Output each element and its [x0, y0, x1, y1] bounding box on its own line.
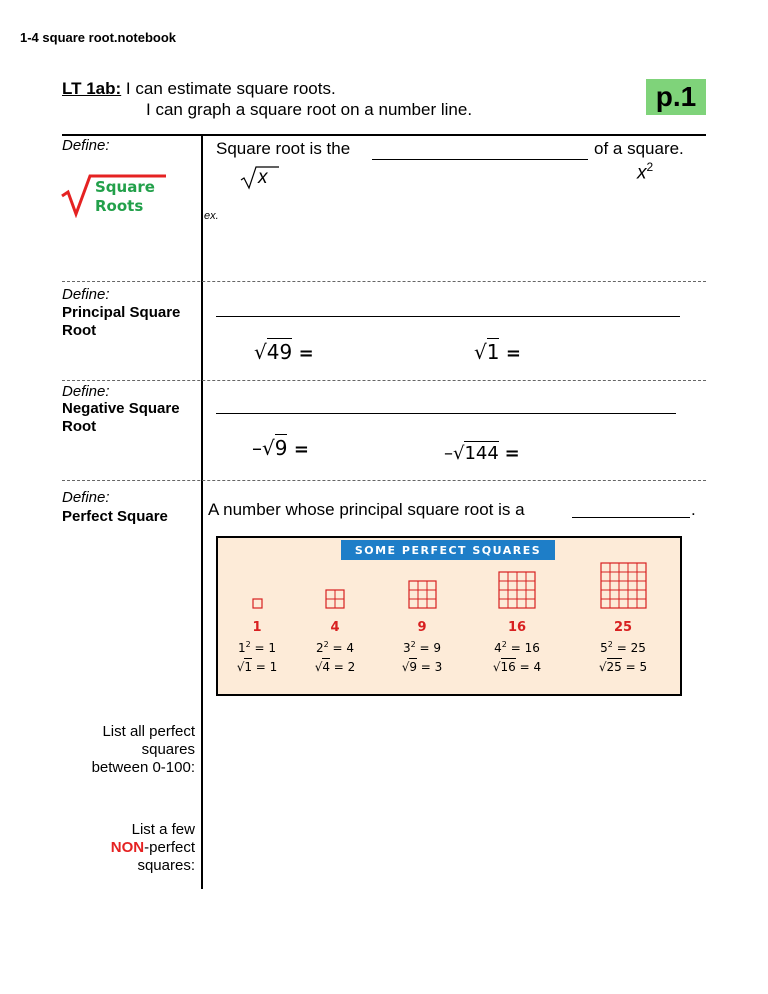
- negative-blank: [216, 413, 676, 414]
- equals-sign: =: [504, 443, 520, 464]
- square-grid-icon: [600, 562, 647, 609]
- root-equation: √1 = 1: [236, 660, 278, 674]
- column-divider: [201, 134, 203, 889]
- section-divider-1: [62, 281, 706, 282]
- radicand: 1: [486, 340, 500, 364]
- perfect-square-column: [212, 620, 302, 674]
- square-grid-icon: [408, 580, 437, 609]
- radicand: 9: [274, 436, 288, 460]
- x-squared-base: x: [637, 162, 647, 184]
- header-rule: [62, 134, 706, 136]
- define-label-4: Define:: [62, 489, 110, 506]
- perfect-sentence: A number whose principal square root is a: [208, 500, 525, 519]
- square-result: 16: [524, 641, 540, 655]
- radical-sign-icon: √: [492, 660, 501, 674]
- root-radicand: 25: [606, 660, 622, 674]
- non-word: NON: [110, 839, 145, 856]
- list-perfect-prompt: [40, 723, 195, 777]
- root-result: 3: [434, 660, 443, 674]
- radical-sign-icon: √: [262, 436, 275, 460]
- page-badge: p.1: [646, 79, 706, 115]
- learning-target-text-1: I can estimate square roots.: [125, 79, 336, 98]
- x-squared-exponent: 2: [646, 160, 654, 174]
- list-perfect-line-1: List all perfect: [102, 723, 195, 740]
- root-result: 5: [639, 660, 648, 674]
- square-grid-icon: [325, 589, 345, 609]
- square-exponent: 2: [323, 640, 329, 649]
- root-equation: √4 = 2: [314, 660, 356, 674]
- negative-example-1: [252, 436, 309, 460]
- square-title-line-2: Roots: [95, 197, 144, 215]
- perfect-term: Perfect Square: [62, 508, 168, 525]
- perfect-square-column: [578, 620, 668, 674]
- square-grid-icon: [252, 598, 263, 609]
- list-non-line-3: squares:: [137, 857, 195, 874]
- perfect-square-column: [290, 620, 380, 674]
- radicand: 49: [266, 340, 293, 364]
- square-result: 4: [346, 641, 355, 655]
- square-result: 1: [268, 641, 277, 655]
- square-root-sentence-start: Square root is the: [216, 139, 351, 158]
- root-equation: √9 = 3: [401, 660, 443, 674]
- perfect-square-value: 25: [613, 620, 633, 635]
- square-base: 3: [402, 641, 411, 655]
- equals-sign: =: [505, 343, 521, 364]
- perfect-square-column: [377, 620, 467, 674]
- non-rest: -perfect: [144, 839, 195, 856]
- perfect-square-value: 1: [252, 620, 262, 635]
- file-name: 1-4 square root.notebook: [20, 30, 177, 45]
- square-grid-icon: [498, 571, 536, 609]
- radical-sign-icon: √: [598, 660, 607, 674]
- list-non-line-1: List a few: [131, 821, 195, 838]
- learning-target-text-2: I can graph a square root on a number line.: [146, 100, 473, 119]
- root-radicand: 16: [500, 660, 516, 674]
- learning-target-label: LT 1ab:: [62, 79, 122, 98]
- root-result: 1: [269, 660, 278, 674]
- principal-example-2: [474, 340, 521, 364]
- principal-term-line-2: Root: [62, 322, 97, 339]
- radical-sign-icon: √: [314, 660, 323, 674]
- root-equation: √16 = 4: [492, 660, 542, 674]
- square-equation: $1^2 = 1$: [237, 640, 277, 655]
- define-label-1: Define:: [62, 137, 110, 154]
- square-equation: $2^2 = 4$: [315, 640, 355, 655]
- perfect-square-value: 9: [417, 620, 427, 635]
- equals-sign: =: [293, 439, 309, 460]
- negative-term-line-1: Negative Square: [62, 400, 180, 417]
- radical-sign-icon: √: [254, 340, 267, 364]
- define-label-2: Define:: [62, 286, 110, 303]
- radical-sign-icon: √: [474, 340, 487, 364]
- square-exponent: 2: [607, 640, 613, 649]
- radicand: 144: [464, 443, 499, 464]
- square-result: 9: [433, 641, 442, 655]
- root-equation: √25 = 5: [598, 660, 648, 674]
- negative-term: [62, 400, 180, 436]
- principal-example-1: [254, 340, 314, 364]
- perfect-sentence-period: .: [691, 500, 696, 519]
- root-radicand: 4: [322, 660, 330, 674]
- list-perfect-line-2: squares: [141, 741, 195, 758]
- perfect-square-column: [472, 620, 562, 674]
- list-non-line-2: [40, 839, 195, 857]
- perfect-square-value: 16: [507, 620, 527, 635]
- square-base: 2: [315, 641, 324, 655]
- square-equation: $3^2 = 9$: [402, 640, 442, 655]
- square-root-blank: [372, 159, 588, 160]
- square-exponent: 2: [501, 640, 507, 649]
- square-result: 25: [630, 641, 646, 655]
- principal-term: [62, 304, 180, 340]
- perfect-blank: [572, 517, 690, 518]
- square-equation: $5^2 = 25$: [600, 640, 646, 655]
- radical-sign-icon: √: [453, 443, 465, 464]
- square-equation: $4^2 = 16$: [494, 640, 540, 655]
- define-label-3: Define:: [62, 383, 110, 400]
- radical-sign-icon: √: [236, 660, 245, 674]
- negative-term-line-2: Root: [62, 418, 97, 435]
- root-radicand: 9: [409, 660, 417, 674]
- square-root-sentence-end: of a square.: [594, 139, 684, 158]
- principal-blank: [216, 316, 680, 317]
- list-non-perfect-prompt: [40, 821, 195, 875]
- square-base: 4: [494, 641, 502, 655]
- learning-target-line-1: [62, 79, 336, 99]
- root-radicand: 1: [244, 660, 252, 674]
- minus-sign: –: [252, 436, 262, 460]
- square-base: 1: [237, 641, 246, 655]
- example-label: ex.: [204, 210, 219, 222]
- square-exponent: 2: [410, 640, 416, 649]
- radical-sign-icon: √: [401, 660, 410, 674]
- square-exponent: 2: [245, 640, 251, 649]
- perfect-square-value: 4: [330, 620, 340, 635]
- list-perfect-line-3: between 0-100:: [91, 759, 195, 776]
- square-base: 5: [600, 641, 608, 655]
- minus-sign: –: [444, 443, 453, 464]
- equals-sign: =: [298, 343, 314, 364]
- root-result: 4: [533, 660, 542, 674]
- section-divider-3: [62, 480, 706, 481]
- radical-x-variable: x: [258, 167, 268, 188]
- x-squared: [637, 160, 653, 184]
- negative-example-2: [444, 443, 520, 464]
- square-title-line-1: Square: [95, 178, 155, 196]
- section-divider-2: [62, 380, 706, 381]
- principal-term-line-1: Principal Square: [62, 304, 181, 321]
- root-result: 2: [347, 660, 356, 674]
- perfect-squares-title: SOME PERFECT SQUARES: [341, 540, 555, 560]
